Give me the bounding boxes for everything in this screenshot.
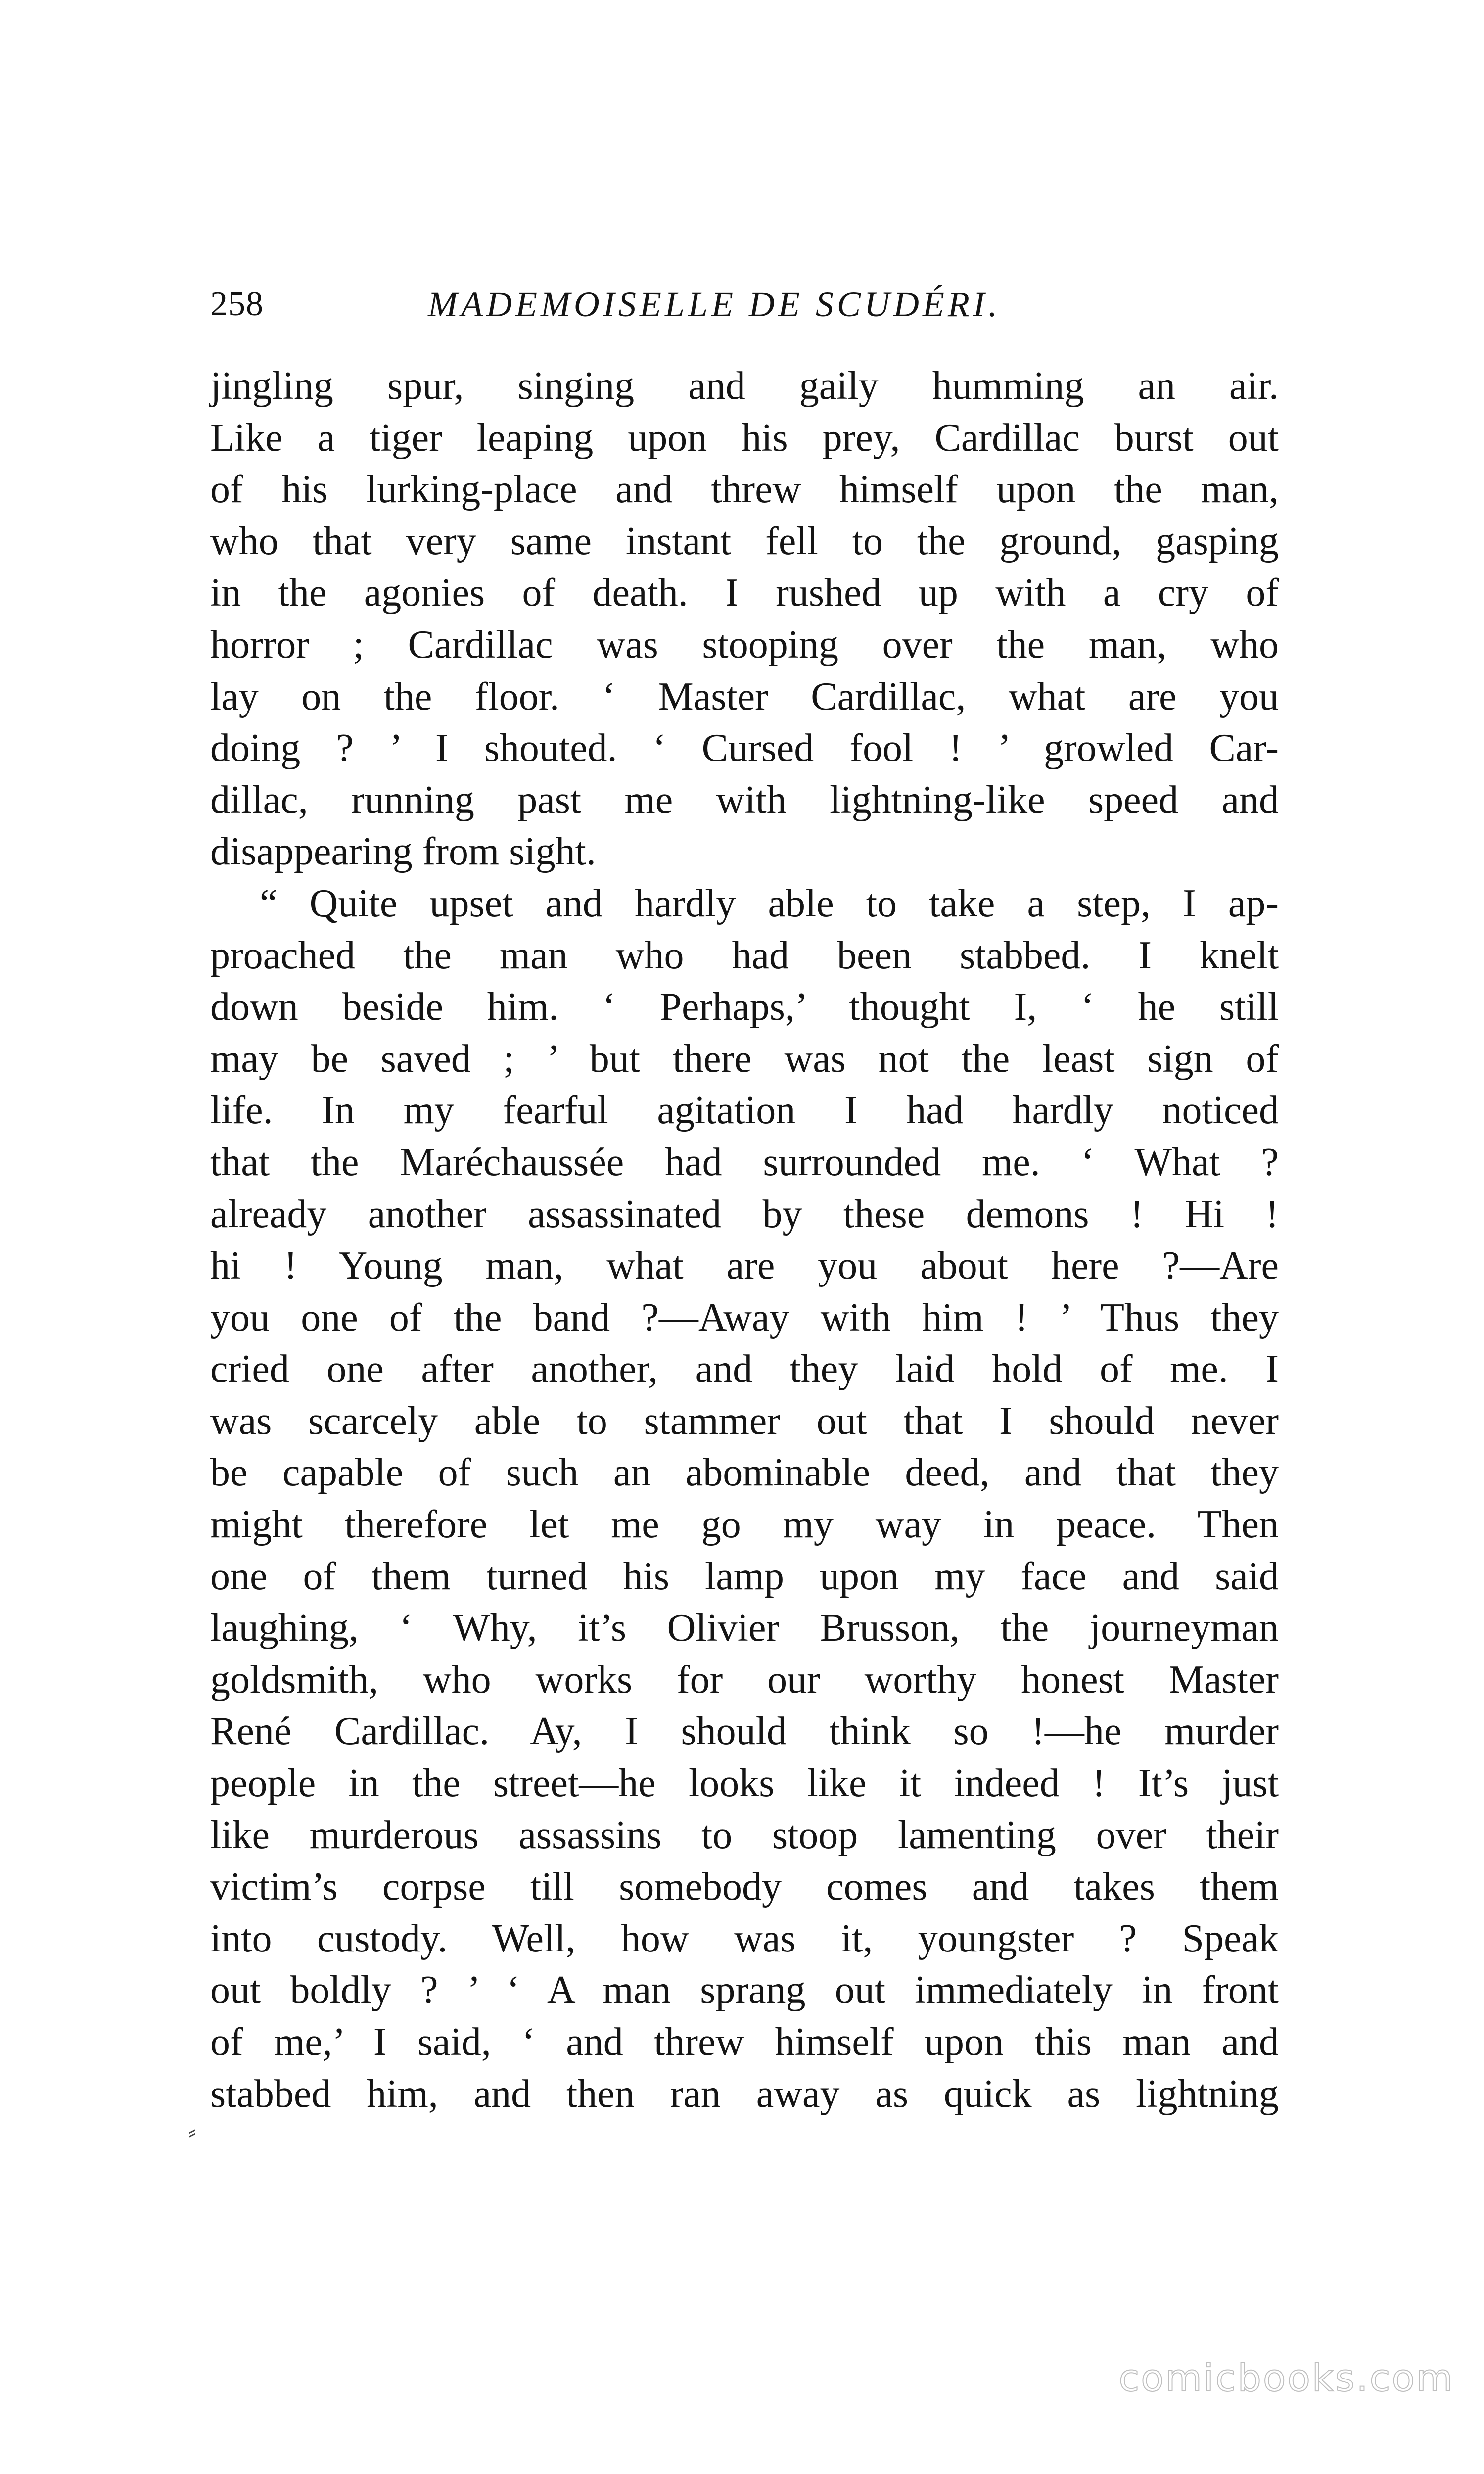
text-line: like murderous assassins to stoop lamenting over their bbox=[210, 1813, 1279, 1857]
text-line: horror ; Cardillac was stooping over the man, who bbox=[210, 622, 1279, 666]
text-line: of his lurking-place and threw himself upon the man, bbox=[210, 468, 1279, 512]
text-line: out boldly ? ’ ‘ A man sprang out immediately in front bbox=[210, 1968, 1279, 2012]
text-line: might therefore let me go my way in peace. Then bbox=[210, 1503, 1279, 1547]
text-line: down beside him. ‘ Perhaps,’ thought I, ‘ he still bbox=[210, 985, 1279, 1029]
text-line: disappearing from sight. bbox=[210, 830, 596, 874]
text-line: who that very same instant fell to the ground, gasping bbox=[210, 519, 1279, 563]
text-line: lay on the floor. ‘ Master Cardillac, what are you bbox=[210, 674, 1279, 718]
text-line: already another assassinated by these demons ! Hi ! bbox=[210, 1192, 1279, 1236]
watermark: comicbooks.com bbox=[1118, 2356, 1454, 2400]
body-text bbox=[210, 360, 1279, 2120]
text-line: you one of the band ?—Away with him ! ’ Thus they bbox=[210, 1295, 1279, 1339]
page-number: 258 bbox=[210, 285, 264, 323]
text-line: of me,’ I said, ‘ and threw himself upon this man and bbox=[210, 2020, 1279, 2064]
text-line: was scarcely able to stammer out that I should never bbox=[210, 1399, 1279, 1443]
text-line: stabbed him, and then ran away as quick as lightning bbox=[210, 2072, 1279, 2116]
text-line: that the Maréchaussée had surrounded me. ‘ What ? bbox=[210, 1140, 1279, 1184]
text-line: be capable of such an abominable deed, and that they bbox=[210, 1451, 1279, 1495]
text-line: doing ? ’ I shouted. ‘ Cursed fool ! ’ growled Car- bbox=[210, 726, 1279, 770]
text-line: goldsmith, who works for our worthy honest Master bbox=[210, 1658, 1279, 1702]
text-line: proached the man who had been stabbed. I knelt bbox=[210, 933, 1279, 977]
text-line: dillac, running past me with lightning-like speed and bbox=[210, 778, 1279, 822]
text-line: people in the street—he looks like it indeed ! It’s just bbox=[210, 1761, 1279, 1806]
paragraph-start-line: “ Quite upset and hardly able to take a step, I ap- bbox=[260, 881, 1279, 925]
text-line: laughing, ‘ Why, it’s Olivier Brusson, the journeyman bbox=[210, 1606, 1279, 1650]
running-title: MADEMOISELLE DE SCUDÉRI. bbox=[428, 285, 1001, 324]
text-line: René Cardillac. Ay, I should think so !—he murder bbox=[210, 1710, 1279, 1754]
text-line: jingling spur, singing and gaily humming an air. bbox=[210, 364, 1279, 408]
text-line: may be saved ; ’ but there was not the least sign of bbox=[210, 1037, 1279, 1081]
margin-mark: ⸗ bbox=[188, 2117, 196, 2145]
text-line: victim’s corpse till somebody comes and takes them bbox=[210, 1865, 1279, 1909]
running-head bbox=[210, 277, 1348, 332]
text-line: hi ! Young man, what are you about here ?—Are bbox=[210, 1244, 1279, 1288]
text-line: one of them turned his lamp upon my face and said bbox=[210, 1554, 1279, 1598]
text-line: in the agonies of death. I rushed up with a cry of bbox=[210, 571, 1279, 615]
text-line: into custody. Well, how was it, youngster ? Speak bbox=[210, 1916, 1279, 1960]
text-line: life. In my fearful agitation I had hardly noticed bbox=[210, 1089, 1279, 1133]
text-line: Like a tiger leaping upon his prey, Cardillac burst out bbox=[210, 416, 1279, 460]
text-line: cried one after another, and they laid hold of me. I bbox=[210, 1347, 1279, 1391]
